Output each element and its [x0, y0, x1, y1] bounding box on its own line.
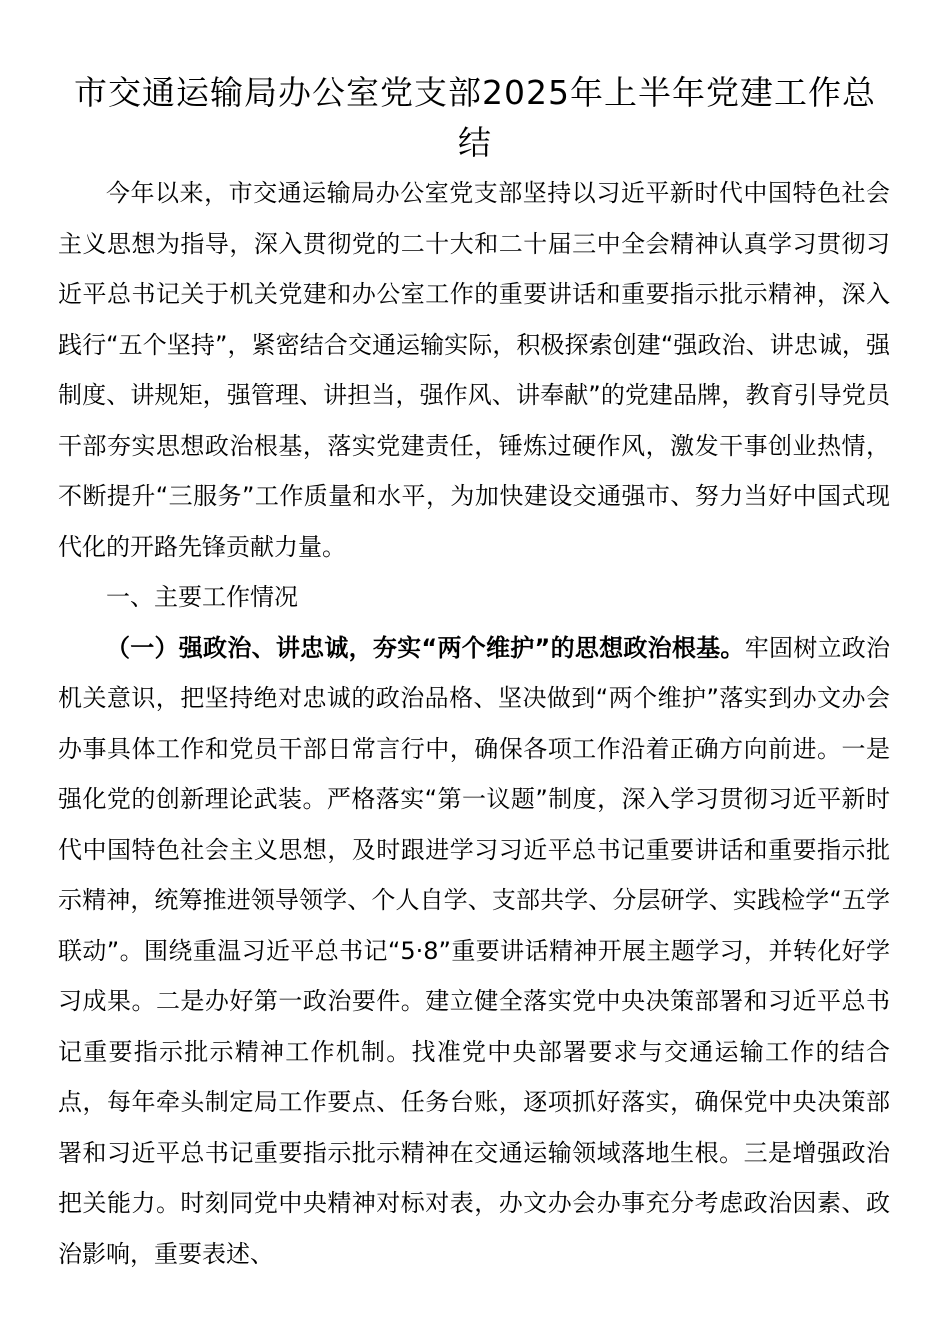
- subsection-body: 牢固树立政治机关意识，把坚持绝对忠诚的政治品格、坚决做到“两个维护”落实到办文办会办事具体工作和党员干部日常言行中，确保各项工作沿着正确方向前进。一是强化党的创新理论武装。严格落实“第一议题”制度，深入学习贯彻习近平新时代中国特色社会主义思想，及时跟进学习习近平总书记重要讲话和重要指示批示精神，统筹推进领导领学、个人自学、支部共学、分层研学、实践检学“五学联动”。围绕重温习近平总书记“5·8”重要讲话精神开展主题学习，并转化好学习成果。二是办好第一政治要件。建立健全落实党中央决策部署和习近平总书记重要指示批示精神工作机制。找准党中央部署要求与交通运输工作的结合点，每年牵头制定局工作要点、任务台账，逐项抓好落实，确保党中央决策部署和习近平总书记重要指示批示精神在交通运输领域落地生根。三是增强政治把关能力。时刻同党中央精神对标对表，办文办会办事充分考虑政治因素、政治影响，重要表述、: [58, 633, 891, 1268]
- subsection-paragraph: [58, 623, 890, 1280]
- subsection-lead: （一）强政治、讲忠诚，夯实“两个维护”的思想政治根基。: [106, 633, 745, 662]
- document-title: 市交通运输局办公室党支部2025年上半年党建工作总结: [74, 73, 876, 162]
- document-body: [58, 168, 890, 1279]
- intro-paragraph: 今年以来，市交通运输局办公室党支部坚持以习近平新时代中国特色社会主义思想为指导，深入贯彻党的二十大和二十届三中全会精神认真学习贯彻习近平总书记关于机关党建和办公室工作的重要讲话和重要指示批示精神，深入践行“五个坚持”，紧密结合交通运输实际，积极探索创建“强政治、讲忠诚，强制度、讲规矩，强管理、讲担当，强作风、讲奉献”的党建品牌，教育引导党员干部夯实思想政治根基，落实党建责任，锤炼过硬作风，激发干事创业热情，不断提升“三服务”工作质量和水平，为加快建设交通强市、努力当好中国式现代化的开路先锋贡献力量。: [58, 179, 890, 561]
- section-heading: 一、主要工作情况: [106, 583, 298, 611]
